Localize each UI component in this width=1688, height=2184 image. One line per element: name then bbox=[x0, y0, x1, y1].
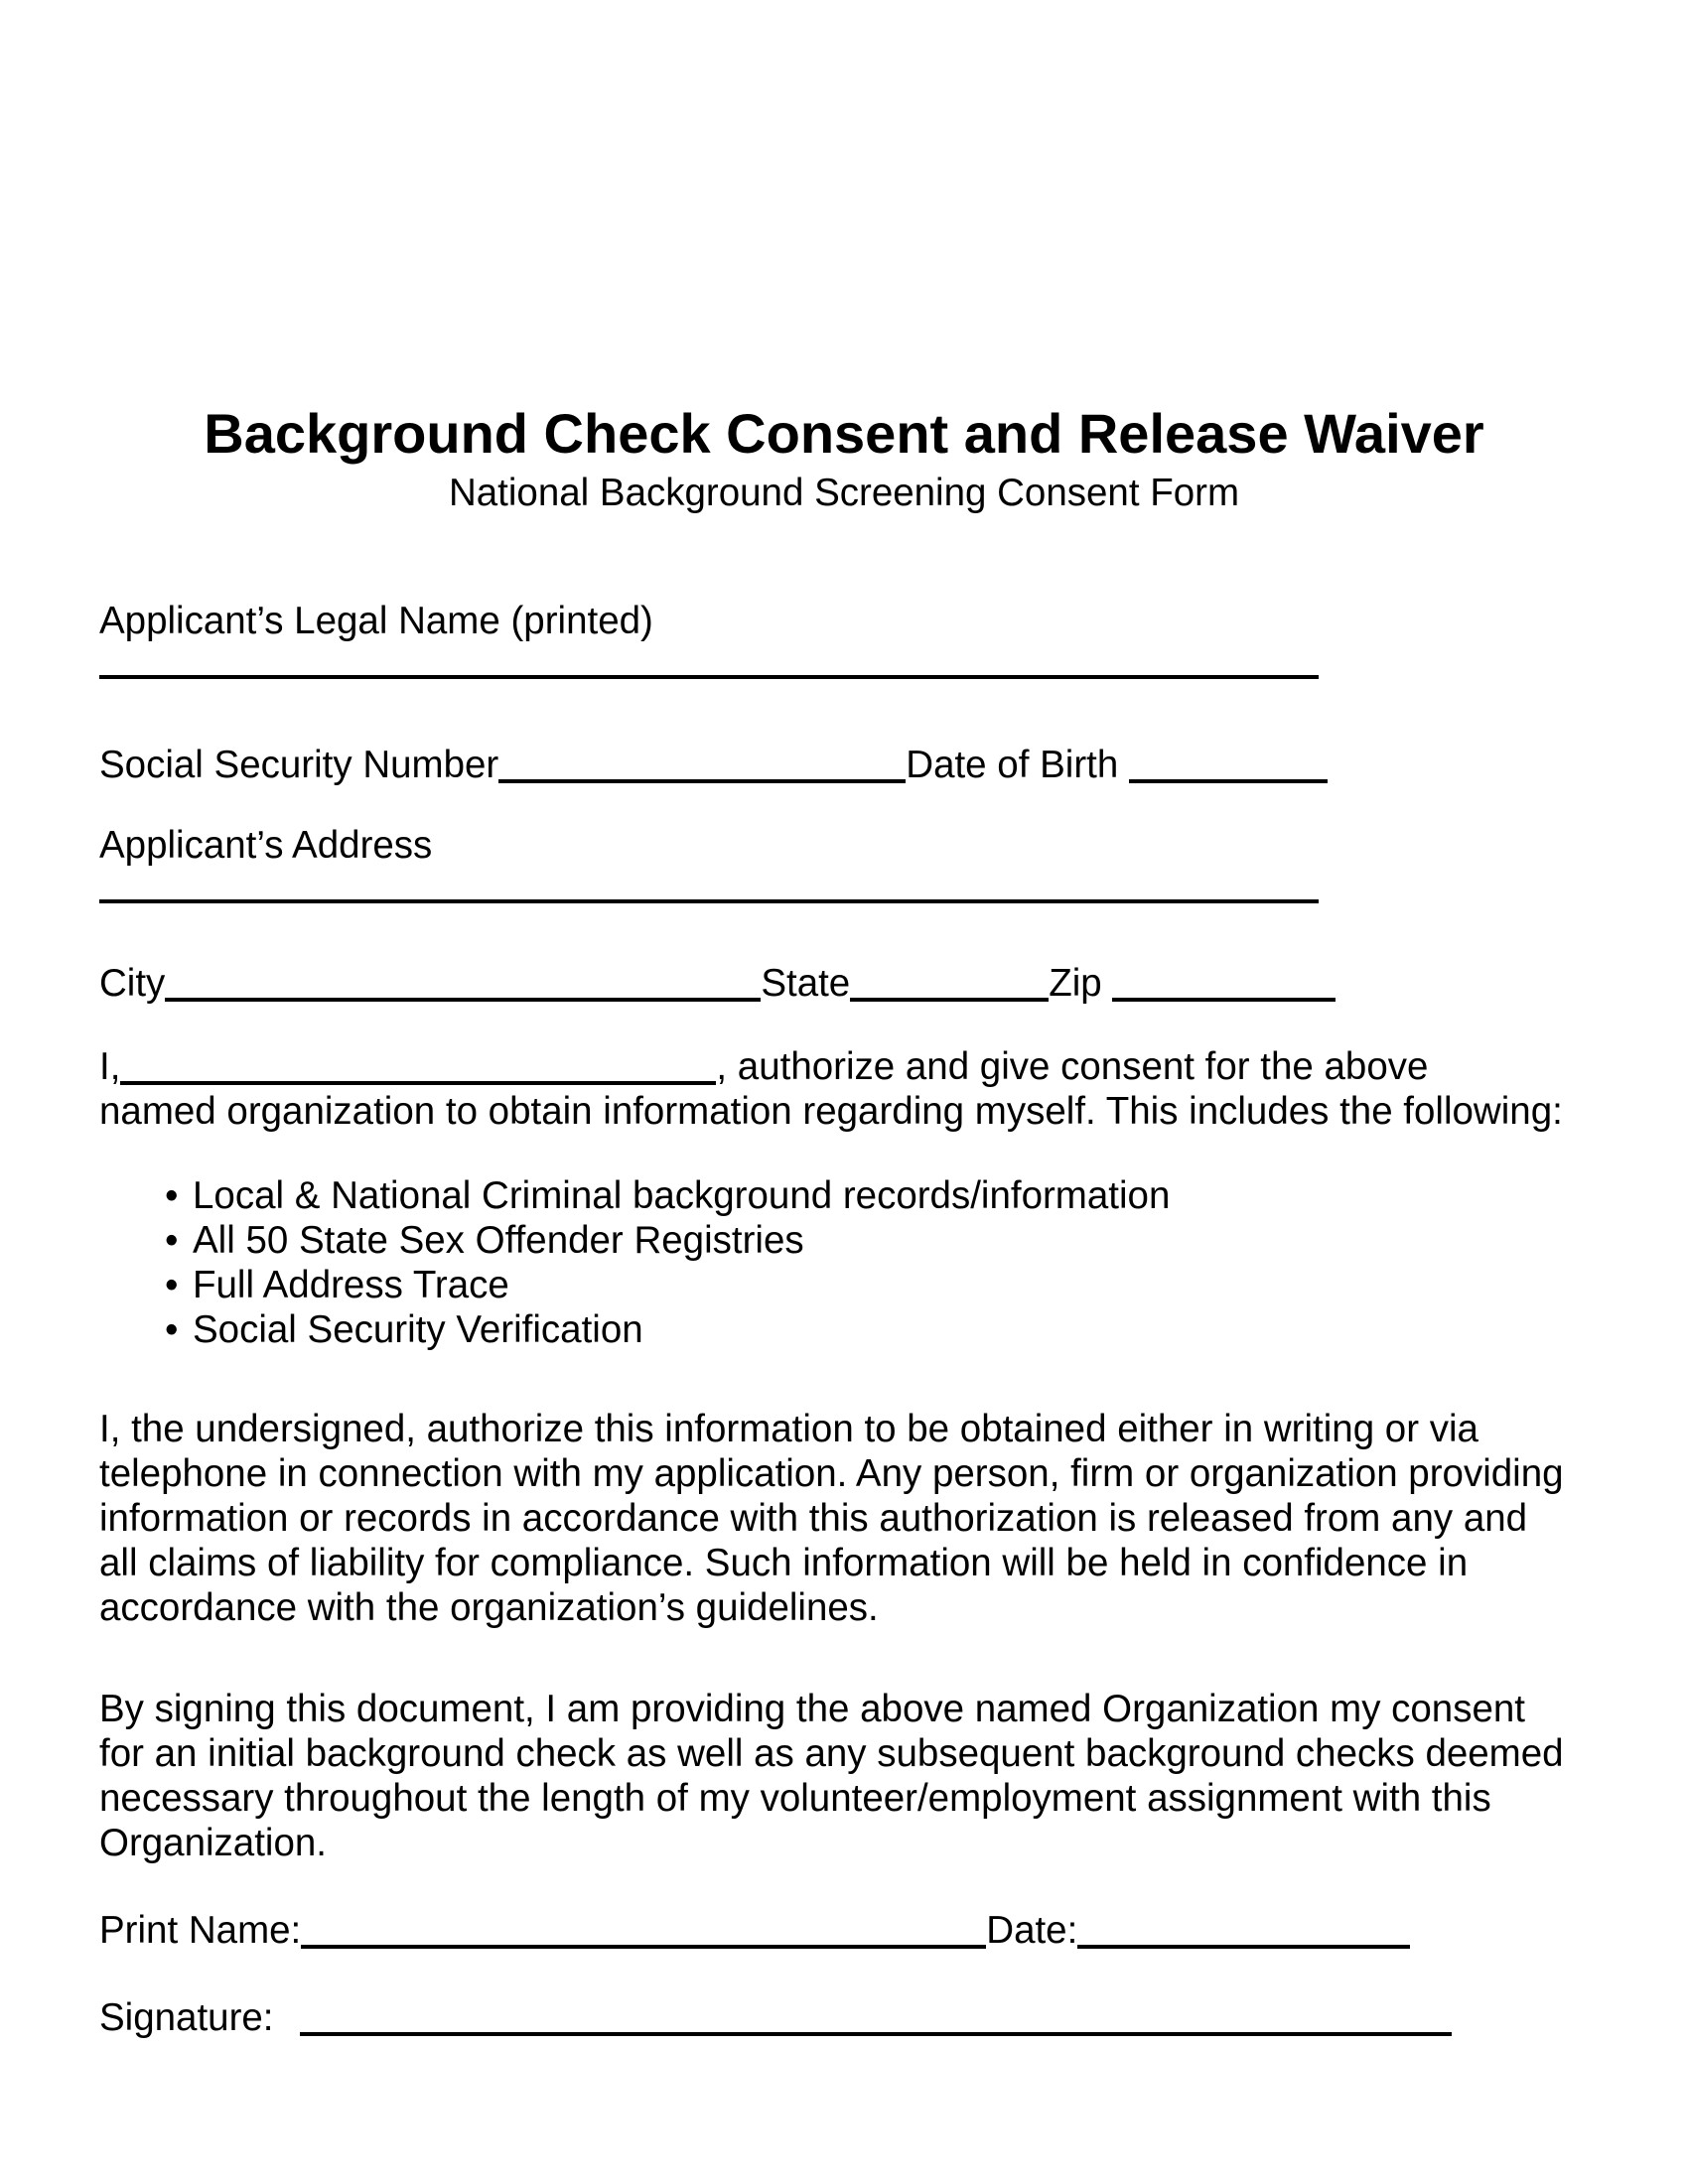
paragraph-line: Organization. bbox=[99, 1822, 327, 1864]
signing-paragraph bbox=[99, 1687, 1589, 1865]
document-subtitle: National Background Screening Consent Form bbox=[448, 472, 1240, 514]
city-label: City bbox=[99, 962, 166, 1005]
consent-intro bbox=[99, 1044, 1589, 1134]
address-label: Applicant’s Address bbox=[99, 824, 433, 867]
paragraph-line: telephone in connection with my application. Any person, firm or organization providing bbox=[99, 1452, 1564, 1495]
date-label: Date: bbox=[986, 1909, 1078, 1952]
paragraph-line: all claims of liability for compliance. Such information will be held in confidence in bbox=[99, 1542, 1469, 1584]
paragraph-line: By signing this document, I am providing the above named Organization my consent bbox=[99, 1688, 1525, 1730]
dob-fill-line[interactable] bbox=[1129, 746, 1328, 783]
print-name-label: Print Name: bbox=[99, 1909, 302, 1952]
zip-label: Zip bbox=[1049, 962, 1102, 1005]
consent-intro-line-2: named organization to obtain information regarding myself. This includes the following: bbox=[99, 1090, 1563, 1133]
ssn-fill-line[interactable] bbox=[498, 746, 906, 783]
ssn-label: Social Security Number bbox=[99, 744, 499, 786]
print-name-date-row bbox=[99, 1908, 1589, 1953]
document-title: Background Check Consent and Release Waiver bbox=[204, 402, 1484, 465]
city-fill-line[interactable] bbox=[165, 964, 761, 1002]
bullet-list bbox=[165, 1173, 1589, 1352]
list-item: • Social Security Verification bbox=[165, 1307, 1589, 1352]
legal-name-fill-line[interactable] bbox=[99, 675, 1319, 679]
list-item: • Full Address Trace bbox=[165, 1263, 1589, 1307]
list-item: • All 50 State Sex Offender Registries bbox=[165, 1218, 1589, 1263]
signature-fill-line[interactable] bbox=[300, 1998, 1452, 2036]
consent-intro-line-1 bbox=[99, 1044, 1589, 1089]
legal-name-label: Applicant’s Legal Name (printed) bbox=[99, 600, 653, 642]
paragraph-line: information or records in accordance with this authorization is released from any and bbox=[99, 1497, 1528, 1540]
authorize-name-fill-line[interactable] bbox=[120, 1047, 716, 1085]
signature-label: Signature: bbox=[99, 1996, 274, 2039]
signature-row bbox=[99, 1995, 1589, 2040]
dob-label: Date of Birth bbox=[906, 744, 1119, 786]
paragraph-line: accordance with the organization’s guidelines. bbox=[99, 1586, 879, 1629]
paragraph-line: for an initial background check as well as any subsequent background checks deemed bbox=[99, 1732, 1564, 1775]
paragraph-line: necessary throughout the length of my volunteer/employment assignment with this bbox=[99, 1777, 1491, 1820]
state-fill-line[interactable] bbox=[850, 964, 1049, 1002]
release-paragraph bbox=[99, 1407, 1589, 1630]
list-item: • Local & National Criminal background records/information bbox=[165, 1173, 1589, 1218]
ssn-dob-row bbox=[99, 743, 1589, 787]
date-fill-line[interactable] bbox=[1077, 1911, 1410, 1949]
address-fill-line[interactable] bbox=[99, 899, 1319, 903]
print-name-fill-line[interactable] bbox=[301, 1911, 986, 1949]
state-label: State bbox=[761, 962, 851, 1005]
city-state-zip-row bbox=[99, 961, 1589, 1006]
zip-fill-line[interactable] bbox=[1112, 964, 1336, 1002]
authorize-suffix-label: , authorize and give consent for the above bbox=[716, 1045, 1429, 1088]
paragraph-line: I, the undersigned, authorize this information to be obtained either in writing or via bbox=[99, 1408, 1478, 1450]
authorize-prefix-label: I, bbox=[99, 1045, 121, 1088]
